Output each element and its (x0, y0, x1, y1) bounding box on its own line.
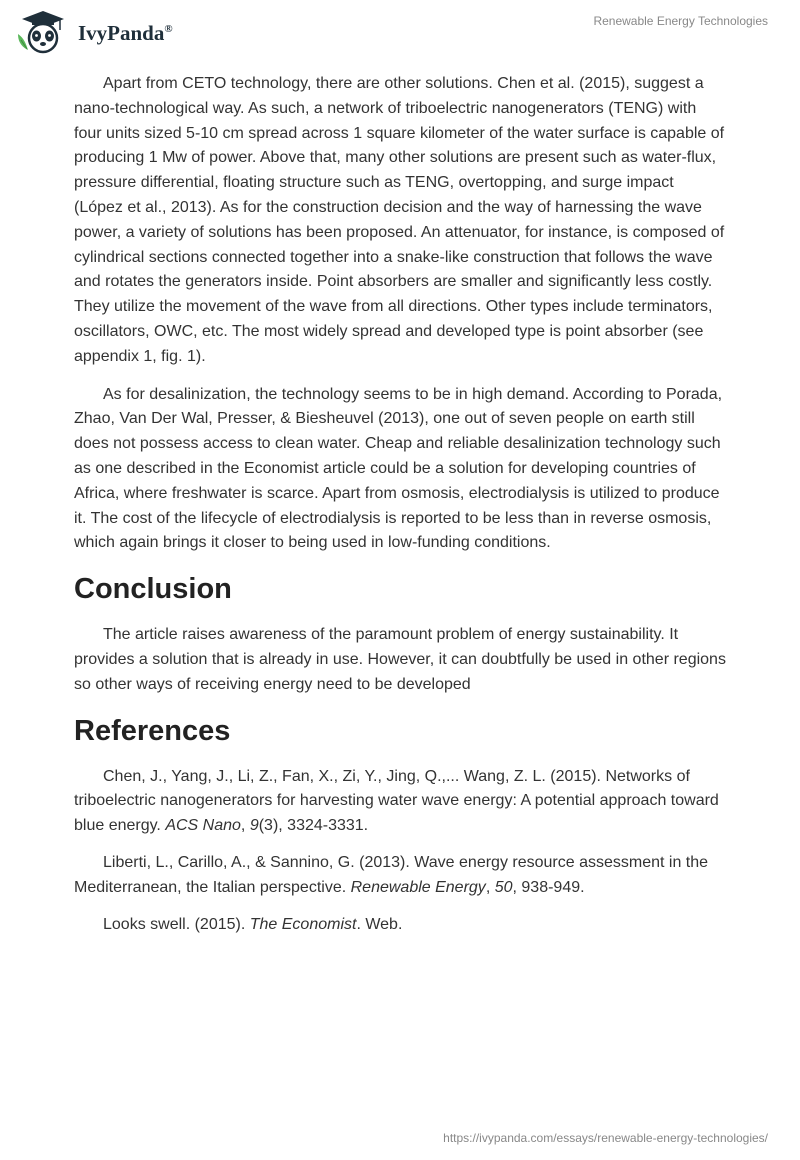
reference-entry: Liberti, L., Carillo, A., & Sannino, G. (2013). Wave energy resource assessment in the Mediterranean, the Italian perspective. Renewable Energy, 50, 938-949. (74, 853, 709, 896)
conclusion-paragraph: The article raises awareness of the paramount problem of energy sustainability. It provides a solution that is already in use. However, it can doubtfully be used in other regions so other ways of receiving energy need to be developed (74, 626, 726, 693)
source-url-link[interactable]: https://ivypanda.com/essays/renewable-energy-technologies/ (443, 1131, 768, 1145)
reference-volume: 50 (494, 878, 513, 896)
reference-journal: Renewable Energy (350, 878, 486, 896)
ivypanda-logo[interactable] (14, 8, 254, 54)
reference-entry: Chen, J., Yang, J., Li, Z., Fan, X., Zi, Y., Jing, Q.,... Wang, Z. L. (2015). Networks of triboelectric nanogenerators for harvesting water wave energy: A potential approach toward blue energy. ACS Nano, 9(3), 3324-3331. (74, 767, 719, 835)
references-heading: References (74, 714, 231, 747)
reference-entry: Looks swell. (2015). The Economist. Web. (103, 915, 403, 933)
reference-volume: 9 (249, 817, 259, 835)
reference-journal: The Economist (249, 915, 357, 933)
reference-journal: ACS Nano (165, 817, 241, 835)
body-paragraph: Apart from CETO technology, there are other solutions. Chen et al. (2015), suggest a nano-technological way. As such, a network of triboelectric nanogenerators (TENG) with four units sized 5-10 cm spread across 1 square kilometer of the water surface is capable of producing 1 Mw of power. Above that, many other solutions are present such as water-flux, pressure differential, floating structure such as TENG, overtopping, and surge impact (López et al., 2013). As for the construction decision and the way of harnessing the wave power, a variety of solutions has been proposed. An attenuator, for instance, is composed of cylindrical sections connected together into a snake-like construction that follows the wave and rotates the generators inside. Point absorbers are smaller and significantly less costly. They utilize the movement of the wave from all directions. Other types include terminators, oscillators, OWC, etc. The most widely spread and developed type is point absorber (see appendix 1, fig. 1). (74, 75, 725, 365)
conclusion-heading: Conclusion (74, 573, 232, 606)
document-body (74, 72, 726, 949)
page-header (0, 0, 800, 60)
running-title: Renewable Energy Technologies (593, 14, 768, 28)
body-paragraph: As for desalinization, the technology seems to be in high demand. According to Porada, Zhao, Van Der Wal, Presser, & Biesheuvel (2013), one out of seven people on earth still does not possess access to clean water. Cheap and reliable desalinization technology such as one described in the Economist article could be a solution for developing countries of Africa, where freshwater is scarce. Apart from osmosis, electrodialysis is utilized to produce it. The cost of the lifecycle of electrodialysis is reported to be less than in reverse osmosis, which again brings it closer to being used in low-funding conditions. (74, 385, 723, 552)
panda-graduate-icon (14, 8, 72, 54)
registered-mark: ® (164, 23, 173, 35)
logo-wordmark: IvyPanda® (78, 21, 173, 45)
